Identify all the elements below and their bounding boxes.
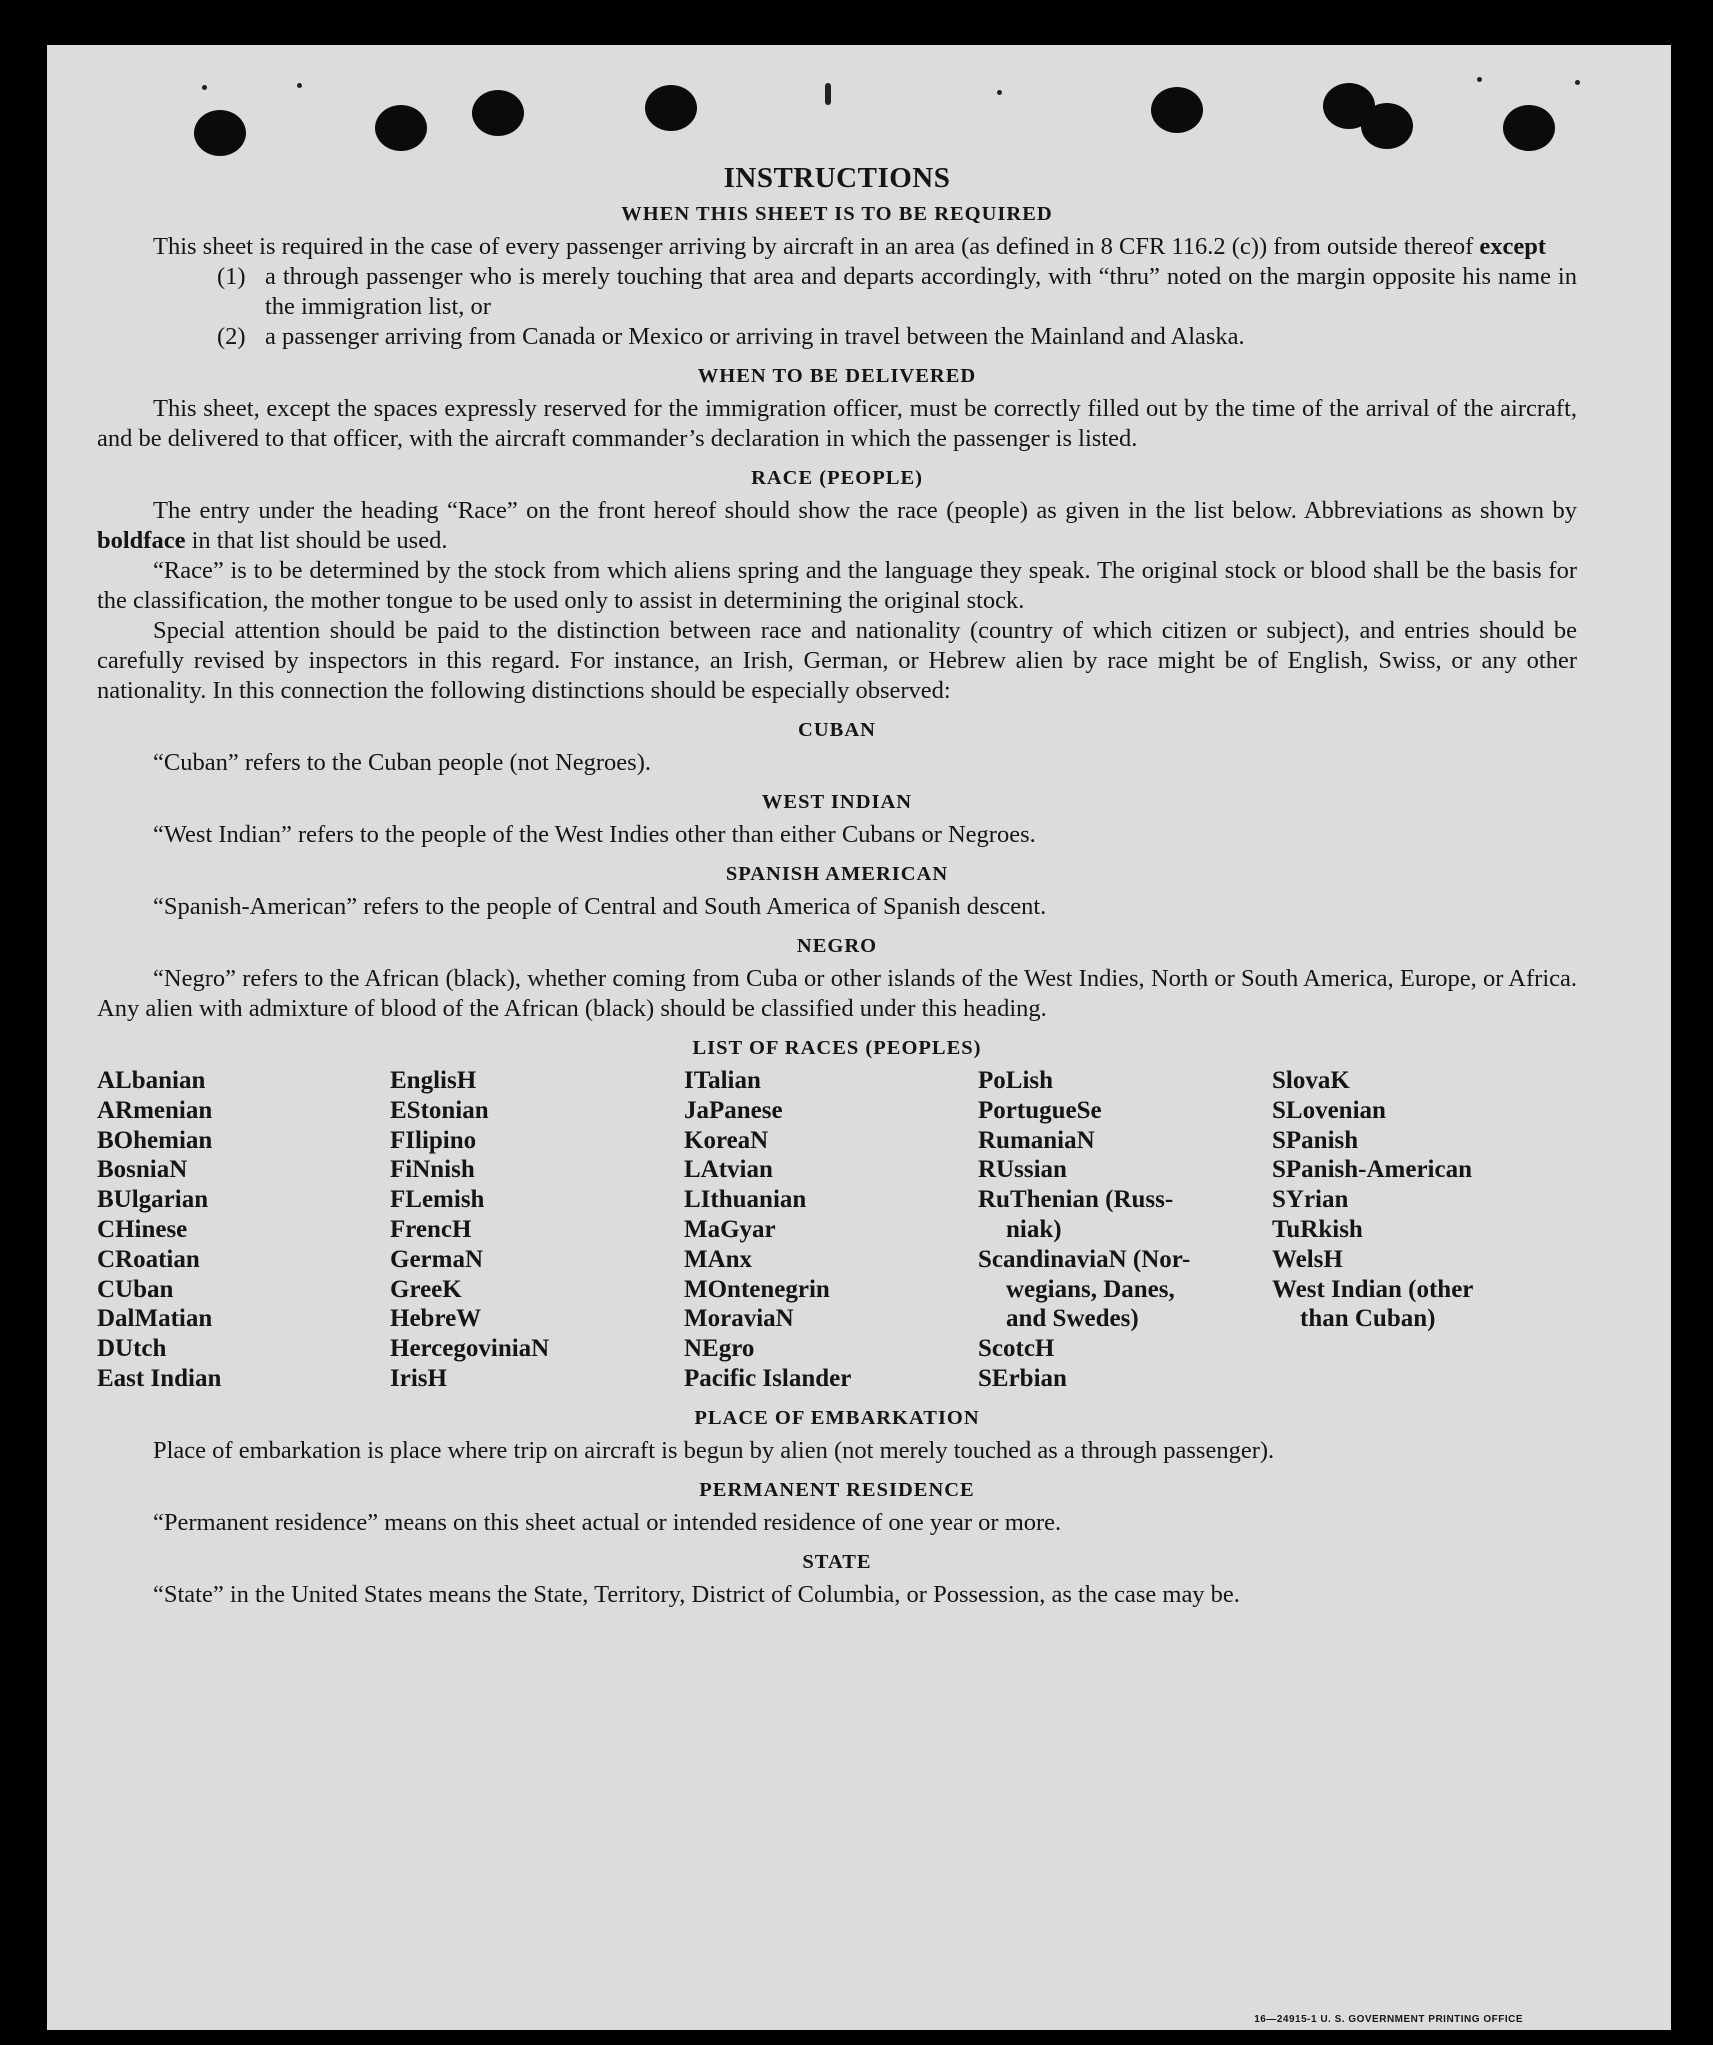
race-entry: MAnx: [684, 1245, 753, 1273]
race-entry: ScotcH: [978, 1335, 1055, 1363]
race-entry: GreeK: [390, 1275, 462, 1303]
section-heading-spanish-american: SPANISH AMERICAN: [725, 863, 949, 885]
punch-hole: [375, 105, 427, 151]
document-page: [47, 45, 1671, 2030]
west-indian-text: “West Indian” refers to the people of the West Indies other than either Cubans or Negroes.: [153, 821, 1036, 848]
race-entry: ScandinaviaN (Nor-: [978, 1245, 1191, 1273]
section-heading-required: WHEN THIS SHEET IS TO BE REQUIRED: [621, 203, 1053, 225]
race-entry: GermaN: [390, 1245, 484, 1273]
cuban-text: “Cuban” refers to the Cuban people (not Negroes).: [153, 749, 651, 776]
races-column-3: [684, 1066, 978, 1394]
race-entry: BosniaN: [97, 1156, 188, 1184]
speck: [1575, 80, 1580, 85]
punch-hole: [472, 90, 524, 136]
speck: [297, 83, 302, 88]
race-entry: DalMatian: [97, 1305, 213, 1333]
races-list: [97, 1066, 1577, 1394]
race-entry: FIlipino: [390, 1126, 477, 1154]
race-entry: LIthuanian: [684, 1186, 807, 1214]
race-entry: FiNnish: [390, 1156, 475, 1184]
race-entry: SErbian: [978, 1364, 1067, 1392]
races-column-5: [1272, 1066, 1542, 1394]
section-heading-residence: PERMANENT RESIDENCE: [699, 1478, 975, 1501]
race-entry: MoraviaN: [684, 1305, 794, 1333]
race-paragraph-2: “Race” is to be determined by the stock from which aliens spring and the language they speak. The original stock or blood shall be the basis for the classification, the mother tongue to be used only to assist in determining the original stock.: [97, 557, 1577, 614]
negro-text: “Negro” refers to the African (black), whether coming from Cuba or other islands of the West Indies, North or South America, Europe, or Africa. Any alien with admixture of blood of the African (black) should be classified under this heading.: [97, 965, 1577, 1022]
race-entry-continued: wegians, Danes,: [1006, 1275, 1175, 1303]
race-entry-continued: niak): [1006, 1215, 1062, 1243]
state-text: “State” in the United States means the State, Territory, District of Columbia, or Possession, as the case may be.: [153, 1580, 1240, 1608]
race-entry: EStonian: [390, 1096, 489, 1124]
race-entry: HebreW: [390, 1305, 482, 1333]
punch-hole: [1361, 103, 1413, 149]
race-entry: WelsH: [1272, 1245, 1343, 1273]
race-entry: ITalian: [684, 1067, 761, 1094]
exception-item: (2) a passenger arriving from Canada or Mexico or arriving in travel between the Mainland and Alaska.: [217, 323, 1245, 350]
race-entry: LAtvian: [684, 1156, 773, 1184]
race-entry: SYrian: [1272, 1186, 1349, 1214]
punch-hole: [645, 85, 697, 131]
exception-item: (1) a through passenger who is merely touching that area and departs accordingly, with “thru” noted on the margin opposite his name in the immigration list, or: [217, 263, 1577, 320]
race-entry: SLovenian: [1272, 1096, 1386, 1124]
race-entry: CUban: [97, 1275, 174, 1303]
delivered-text: This sheet, except the spaces expressly reserved for the immigration officer, must be correctly filled out by the time of the arrival of the aircraft, and be delivered to that officer, with the aircraft commander’s declaration in which the passenger is listed.: [97, 395, 1577, 452]
race-entry: ALbanian: [97, 1067, 206, 1094]
race-entry-continued: and Swedes): [1006, 1305, 1139, 1333]
embarkation-text: Place of embarkation is place where trip on aircraft is begun by alien (not merely touched as a through passenger).: [153, 1436, 1275, 1464]
race-entry: SlovaK: [1272, 1067, 1350, 1094]
races-column-1: [97, 1066, 390, 1394]
race-entry: DUtch: [97, 1335, 167, 1363]
section-heading-delivered: WHEN TO BE DELIVERED: [697, 365, 977, 387]
race-entry: BOhemian: [97, 1126, 213, 1154]
race-entry: RuThenian (Russ-: [978, 1186, 1174, 1214]
race-entry: BUlgarian: [97, 1186, 209, 1214]
speck: [825, 83, 831, 105]
punch-hole: [194, 110, 246, 156]
race-entry: FrencH: [390, 1215, 472, 1243]
race-entry: TuRkish: [1272, 1215, 1363, 1243]
section-heading-cuban: CUBAN: [798, 719, 876, 741]
races-column-4: [978, 1066, 1272, 1394]
speck: [997, 90, 1002, 95]
instructions-body: [97, 160, 1577, 1610]
race-entry: RumaniaN: [978, 1126, 1095, 1154]
race-entry: West Indian (other: [1272, 1275, 1474, 1303]
race-entry: RUssian: [978, 1156, 1067, 1184]
race-entry: PortugueSe: [978, 1096, 1102, 1124]
printing-office-code: 16—24915-1 U. S. GOVERNMENT PRINTING OFFICE: [1254, 2014, 1523, 2025]
speck: [202, 85, 207, 90]
section-heading-negro: NEGRO: [796, 935, 878, 957]
race-entry: KoreaN: [684, 1126, 769, 1154]
race-entry: ARmenian: [97, 1096, 213, 1124]
race-entry: MaGyar: [684, 1215, 776, 1243]
race-entry: NEgro: [684, 1335, 755, 1363]
race-entry: East Indian: [97, 1364, 222, 1392]
race-entry: SPanish: [1272, 1126, 1359, 1154]
race-entry: MOntenegrin: [684, 1275, 830, 1303]
speck: [1477, 77, 1482, 82]
race-entry: CRoatian: [97, 1245, 200, 1273]
section-heading-state: STATE: [802, 1550, 872, 1573]
required-intro: This sheet is required in the case of every passenger arriving by aircraft in an area (as defined in 8 CFR 116.2 (c)) from outside thereof except: [153, 233, 1547, 260]
spanish-american-text: “Spanish-American” refers to the people of Central and South America of Spanish descent.: [153, 893, 1047, 920]
race-entry-continued: than Cuban): [1300, 1305, 1436, 1333]
punch-hole: [1503, 105, 1555, 151]
race-entry: CHinese: [97, 1215, 188, 1243]
section-heading-embarkation: PLACE OF EMBARKATION: [694, 1406, 980, 1429]
race-entry: SPanish-American: [1272, 1156, 1472, 1184]
residence-text: “Permanent residence” means on this sheet actual or intended residence of one year or more.: [153, 1508, 1062, 1536]
race-entry: Pacific Islander: [684, 1364, 852, 1392]
section-heading-west-indian: WEST INDIAN: [761, 791, 913, 813]
race-entry: PoLish: [978, 1067, 1054, 1094]
race-paragraph-1: The entry under the heading “Race” on the front hereof should show the race (people) as given in the list below. Abbreviations as shown by boldface in that list should be used.: [97, 497, 1577, 554]
punch-hole: [1151, 87, 1203, 133]
race-entry: FLemish: [390, 1186, 485, 1214]
race-entry: IrisH: [390, 1364, 447, 1392]
races-column-2: [390, 1066, 684, 1394]
race-entry: JaPanese: [684, 1096, 783, 1124]
section-heading-race: RACE (PEOPLE): [751, 467, 923, 489]
section-heading-races-list: LIST OF RACES (PEOPLES): [692, 1037, 982, 1059]
page-title: INSTRUCTIONS: [723, 162, 951, 194]
race-entry: EnglisH: [390, 1067, 477, 1094]
race-paragraph-3: Special attention should be paid to the distinction between race and nationality (country of which citizen or subject), and entries should be carefully revised by inspectors in this regard. For instance, an Irish, German, or Hebrew alien by race might be of English, Swiss, or any other nationality. In this connection the following distinctions should be especially observed:: [97, 617, 1577, 704]
race-entry: HercegoviniaN: [390, 1335, 550, 1363]
